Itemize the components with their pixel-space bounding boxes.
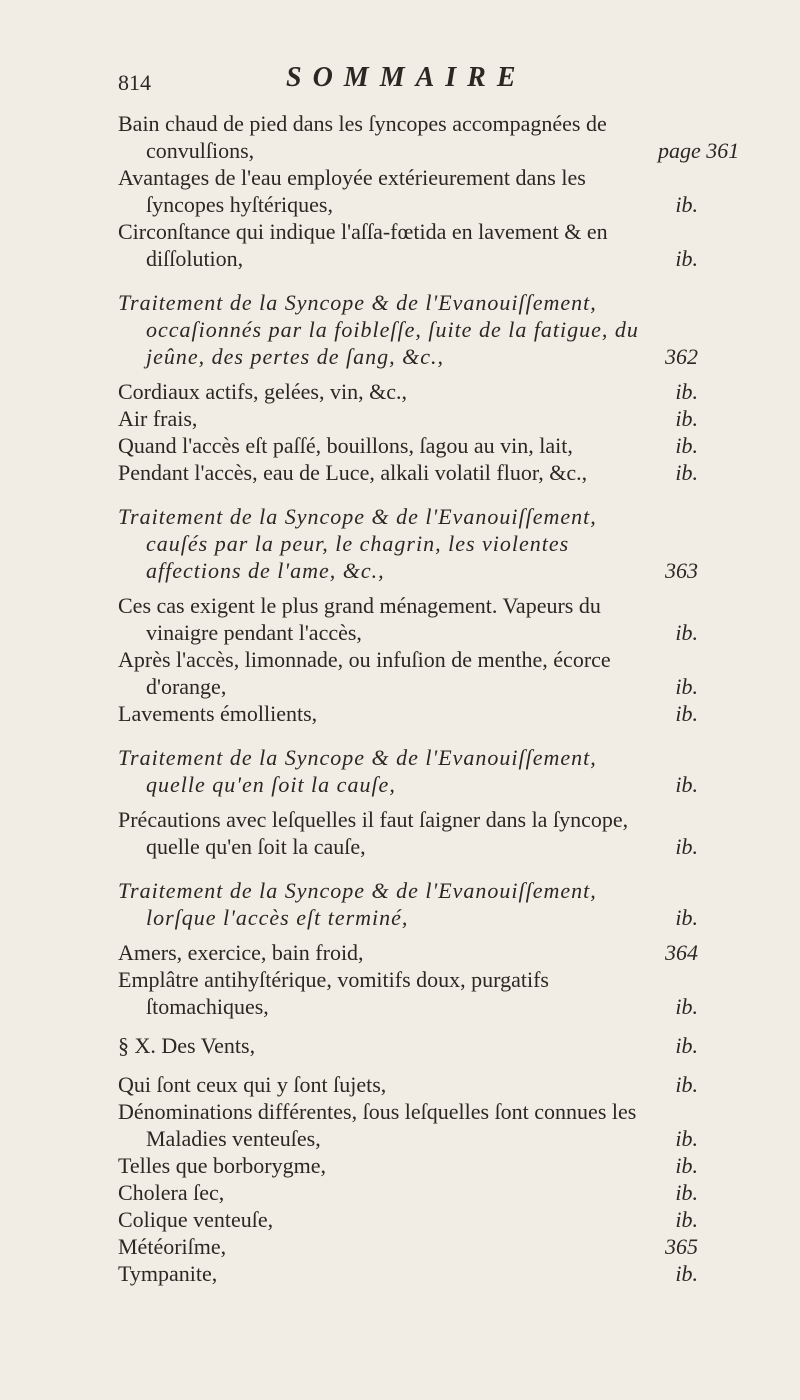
toc-entry-text: Quand l'accès eſt paſſé, bouillons, ſagou au vin, lait,	[118, 433, 573, 458]
toc-entry-text: Pendant l'accès, eau de Luce, alkali volatil fluor, &c.,	[118, 460, 588, 485]
toc-entry	[118, 700, 698, 727]
toc-entry	[118, 1206, 698, 1233]
toc-entry-page: 364	[665, 940, 698, 965]
toc-entry-text: Bain chaud de pied dans les ſyncopes accompagnées de convulſions,	[118, 111, 607, 163]
toc-section-heading	[118, 289, 698, 370]
toc-entry-text: Météoriſme,	[118, 1234, 227, 1259]
toc-entry-page: ib.	[675, 772, 698, 797]
toc-entry-text: § X. Des Vents,	[118, 1033, 256, 1058]
toc-entry-page: page 361	[658, 138, 740, 163]
toc-entry-page: ib.	[675, 674, 698, 699]
toc-section-heading	[118, 877, 698, 931]
toc-heading-text: Traitement de la Syncope & de l'Evanouiſſement, quelle qu'en ſoit la cauſe,	[118, 745, 597, 797]
toc-entry	[118, 459, 698, 486]
toc-entry	[118, 592, 698, 646]
toc-entry-text: Tympanite,	[118, 1261, 218, 1286]
toc-entry-page: ib.	[675, 1033, 698, 1058]
toc-entry-text: Air frais,	[118, 406, 198, 431]
toc-entry	[118, 646, 698, 700]
toc-entry-text: Telles que borborygme,	[118, 1153, 327, 1178]
toc-entry-page: ib.	[675, 1126, 698, 1151]
toc-heading-text: Traitement de la Syncope & de l'Evanouiſſement, cauſés par la peur, le chagrin, les violentes affections de l'ame, &c.,	[118, 504, 597, 583]
toc-entry	[118, 939, 698, 966]
toc-entry	[118, 1152, 698, 1179]
toc-entry-page: 362	[665, 344, 698, 369]
toc-entry-text: Circonſtance qui indique l'aſſa-fœtida en lavement & en diſſolution,	[118, 219, 608, 271]
toc-entry-page: ib.	[675, 1072, 698, 1097]
toc-entry-page: ib.	[675, 379, 698, 404]
toc-heading-text: Traitement de la Syncope & de l'Evanouiſſement, lorſque l'accès eſt terminé,	[118, 878, 597, 930]
toc-entry-text: Emplâtre antihyſtérique, vomitifs doux, purgatifs ſtomachiques,	[118, 967, 549, 1019]
toc-entry	[118, 806, 698, 860]
toc-entry-page: ib.	[675, 192, 698, 217]
toc-entry-text: Lavements émollients,	[118, 701, 318, 726]
toc-entry-page: ib.	[675, 460, 698, 485]
toc-entry-page: ib.	[675, 406, 698, 431]
toc-entry	[118, 1233, 698, 1260]
toc-entry-text: Cordiaux actifs, gelées, vin, &c.,	[118, 379, 407, 404]
toc-entry-text: Ces cas exigent le plus grand ménagement. Vapeurs du vinaigre pendant l'accès,	[118, 593, 601, 645]
toc-entry-text: Cholera ſec,	[118, 1180, 225, 1205]
toc-entry	[118, 1179, 698, 1206]
toc-entry-page: ib.	[675, 1261, 698, 1286]
page-number: 814	[118, 70, 151, 95]
toc-entry-page: 363	[665, 558, 698, 583]
toc-entry	[118, 1098, 698, 1152]
toc-entry-text: Colique venteuſe,	[118, 1207, 274, 1232]
toc-entry-text: Après l'accès, limonnade, ou infuſion de menthe, écorce d'orange,	[118, 647, 611, 699]
toc-entry-text: Dénominations différentes, ſous leſquelles ſont connues les Maladies venteuſes,	[118, 1099, 637, 1151]
toc-entry	[118, 218, 698, 272]
toc-entry-page: ib.	[675, 433, 698, 458]
toc-entry	[118, 378, 698, 405]
toc-section-heading	[118, 744, 698, 798]
toc-entry-page: ib.	[675, 1180, 698, 1205]
toc-entry	[118, 164, 698, 218]
page-header	[118, 62, 718, 102]
toc-entry-page: ib.	[675, 1153, 698, 1178]
toc-entry-text: Précautions avec leſquelles il faut ſaigner dans la ſyncope, quelle qu'en ſoit la cauſe,	[118, 807, 629, 859]
toc-entry-page: ib.	[675, 834, 698, 859]
toc-section-heading	[118, 503, 698, 584]
toc-entry-text: Avantages de l'eau employée extérieurement dans les ſyncopes hyſtériques,	[118, 165, 586, 217]
toc-entry	[118, 432, 698, 459]
toc-entry-page: ib.	[675, 1207, 698, 1232]
toc-entry	[118, 1260, 698, 1287]
toc-entry-page: ib.	[675, 620, 698, 645]
toc-entry-page: 365	[665, 1234, 698, 1259]
toc-entry	[118, 405, 698, 432]
toc-section-entry	[118, 1032, 698, 1059]
toc-entry-text: Qui ſont ceux qui y ſont ſujets,	[118, 1072, 387, 1097]
toc-entry-text: Amers, exercice, bain froid,	[118, 940, 364, 965]
toc-entry	[118, 1071, 698, 1098]
toc-entry-page: ib.	[675, 246, 698, 271]
toc-entry-page: ib.	[675, 994, 698, 1019]
toc-heading-text: Traitement de la Syncope & de l'Evanouiſſement, occaſionnés par la foibleſſe, ſuite de la fatigue, du jeûne, des pertes de ſang, &c.,	[118, 290, 639, 369]
toc-entry	[118, 966, 698, 1020]
running-title: SOMMAIRE	[286, 62, 527, 93]
toc-entry-page: ib.	[675, 701, 698, 726]
toc-entry-page: ib.	[675, 905, 698, 930]
table-of-contents	[118, 110, 740, 1287]
toc-entry	[118, 110, 740, 164]
